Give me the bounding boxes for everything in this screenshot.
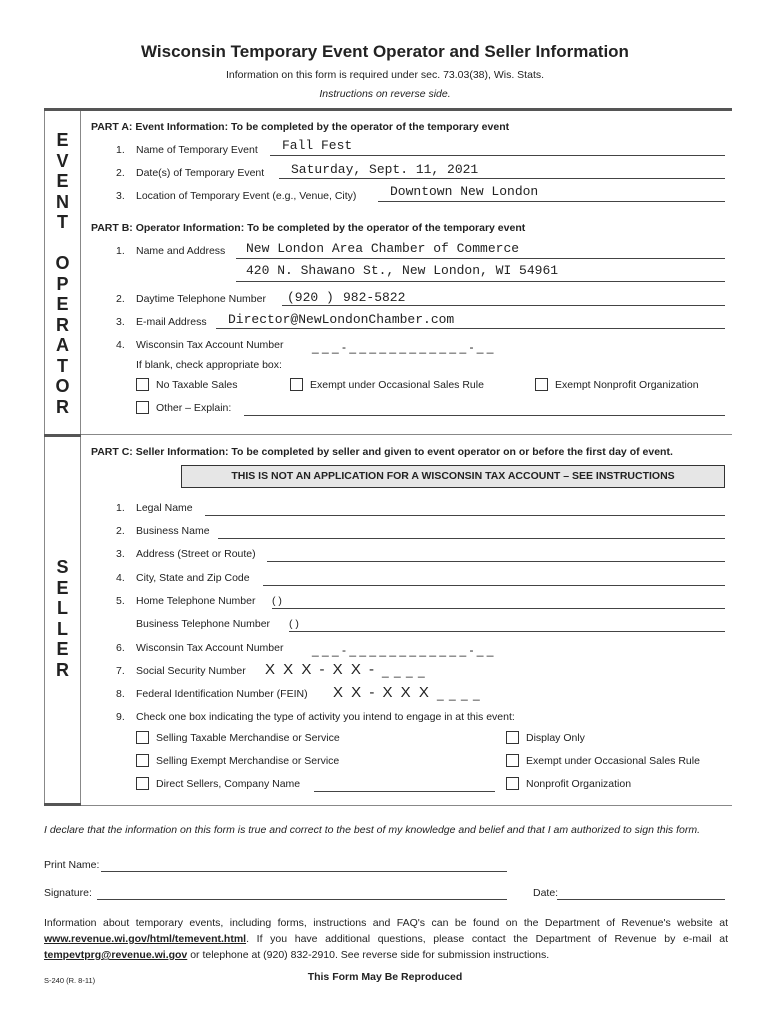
event-date-label: Date(s) of Temporary Event [136,167,265,179]
city-state-zip-line[interactable] [263,585,725,586]
business-name-label: Business Name [136,525,210,537]
signature-line[interactable] [97,899,507,900]
street-address-label: Address (Street or Route) [136,548,256,560]
home-phone-label: Home Telephone Number [136,595,256,607]
activity-label: Check one box indicating the type of activity you intend to engage in at this event: [136,711,515,723]
part-b-num-2: 2. [116,293,125,305]
email-value[interactable]: Director@NewLondonChamber.com [228,312,455,327]
reproduce-note: This Form May Be Reproduced [307,971,463,983]
seller-exempt-occasional-checkbox[interactable] [506,754,519,767]
fein-mask: X X - X X X [333,684,431,701]
operator-tax-label: Wisconsin Tax Account Number [136,339,284,351]
email-label: E-mail Address [136,316,207,328]
part-c-num-8: 8. [116,688,125,700]
business-phone-label: Business Telephone Number [136,618,271,630]
home-phone-paren: ( ) [272,595,282,607]
legal-name-label: Legal Name [136,502,193,514]
operator-name-value[interactable]: New London Area Chamber of Commerce [246,241,520,256]
direct-sellers-checkbox[interactable] [136,777,149,790]
display-only-label: Display Only [526,732,585,744]
business-name-line[interactable] [218,538,725,539]
ssn-mask: X X X - X X - [265,661,377,678]
operator-name-label: Name and Address [136,245,226,257]
print-name-line[interactable] [101,871,507,872]
part-c-num-4: 4. [116,572,125,584]
operator-address-line [236,281,725,282]
operator-address-value[interactable]: 420 N. Shawano St., New London, WI 54961 [246,263,559,278]
nonprofit-checkbox[interactable] [506,777,519,790]
footer-info-end: or telephone at (920) 832-2910. See reverse side for submission instructions. [187,949,550,961]
email-link[interactable]: tempevtprg@revenue.wi.gov [44,949,188,961]
part-c-num-5: 5. [116,595,125,607]
part-c-num-9: 9. [116,711,125,723]
nonprofit-label: Nonprofit Organization [526,778,632,790]
seller-tax-mask[interactable]: _ _ _ - _ _ _ _ _ _ _ _ _ _ _ _ - _ _ [312,643,494,657]
footer-info-pre: Information about temporary events, including forms, instructions and FAQ's can be found on the Department of Revenue's website at [44,917,728,929]
seller-tax-label: Wisconsin Tax Account Number [136,642,284,654]
selling-exempt-label: Selling Exempt Merchandise or Service [156,755,340,767]
part-c-num-1: 1. [116,502,125,514]
page-title: Wisconsin Temporary Event Operator and Seller Information [141,42,629,61]
phone-area-code[interactable]: (920 ) [287,290,334,305]
exempt-nonprofit-label: Exempt Nonprofit Organization [555,379,699,391]
website-link[interactable]: www.revenue.wi.gov/html/temevent.html [44,933,247,945]
part-b-num-4: 4. [116,339,125,351]
phone-value[interactable]: 982-5822 [343,290,406,305]
date-label: Date: [533,887,559,899]
business-phone-line[interactable] [289,631,725,632]
blank-note: If blank, check appropriate box: [136,359,282,371]
part-b-num-1: 1. [116,245,125,257]
other-explain-checkbox[interactable] [136,401,149,414]
no-taxable-sales-label: No Taxable Sales [156,379,238,391]
other-explain-label: Other – Explain: [156,402,232,414]
part-c-num-2: 2. [116,525,125,537]
exempt-nonprofit-checkbox[interactable] [535,378,548,391]
sidebar-bottom [44,803,81,806]
part-c-heading: PART C: Seller Information: To be completed by seller and given to event operator on or before the first day of event. [91,446,673,458]
event-name-value[interactable]: Fall Fest [282,138,353,153]
footer-info [44,915,728,963]
no-taxable-sales-checkbox[interactable] [136,378,149,391]
seller-vertical-label: S E L L E R [56,557,69,680]
form-number: S-240 (R. 8-11) [44,976,96,985]
event-name-line [270,155,725,156]
not-application-banner: THIS IS NOT AN APPLICATION FOR A WISCONSIN TAX ACCOUNT – SEE INSTRUCTIONS [181,465,725,488]
signature-label: Signature: [44,887,92,899]
ssn-blanks[interactable]: _ _ _ _ [382,664,426,678]
form-bottom-rule [81,805,732,806]
street-address-line[interactable] [267,561,725,562]
print-name-label: Print Name: [44,859,100,871]
ssn-label: Social Security Number [136,665,246,677]
part-a-heading: PART A: Event Information: To be completed by the operator of the temporary event [91,121,510,133]
direct-sellers-label: Direct Sellers, Company Name [156,778,301,790]
part-a-num-1: 1. [116,144,125,156]
event-location-label: Location of Temporary Event (e.g., Venue, City) [136,190,357,202]
part-c-num-6: 6. [116,642,125,654]
event-operator-vertical-label: E V E N T O P E R A T O R [55,130,70,417]
selling-exempt-checkbox[interactable] [136,754,149,767]
event-name-label: Name of Temporary Event [136,144,258,156]
home-phone-line[interactable] [272,608,725,609]
fein-label: Federal Identification Number (FEIN) [136,688,308,700]
seller-exempt-occasional-label: Exempt under Occasional Sales Rule [526,755,700,767]
business-phone-paren: ( ) [289,618,299,630]
event-date-value[interactable]: Saturday, Sept. 11, 2021 [291,162,479,177]
event-date-line [279,178,725,179]
part-divider [81,434,732,435]
event-location-value[interactable]: Downtown New London [390,184,539,199]
instructions-note: Instructions on reverse side. [319,88,451,100]
footer-info-mid: . If you have additional questions, please contact the Department of Revenue by e-mail at [246,933,728,945]
email-line [216,328,725,329]
legal-name-line[interactable] [205,515,725,516]
part-b-heading: PART B: Operator Information: To be completed by the operator of the temporary event [91,222,526,234]
phone-line [282,305,725,306]
selling-taxable-label: Selling Taxable Merchandise or Service [156,732,340,744]
display-only-checkbox[interactable] [506,731,519,744]
fein-blanks[interactable]: _ _ _ _ [437,687,481,701]
statute-note: Information on this form is required under sec. 73.03(38), Wis. Stats. [225,69,545,81]
event-location-line [378,201,725,202]
selling-taxable-checkbox[interactable] [136,731,149,744]
phone-label: Daytime Telephone Number [136,293,266,305]
operator-name-line [236,258,725,259]
part-c-num-7: 7. [116,665,125,677]
part-a-num-2: 2. [116,167,125,179]
sidebar-divider [44,434,81,437]
city-state-zip-label: City, State and Zip Code [136,572,250,584]
part-c-num-3: 3. [116,548,125,560]
part-b-num-3: 3. [116,316,125,328]
operator-tax-mask[interactable]: _ _ _ - _ _ _ _ _ _ _ _ _ _ _ _ - _ _ [312,340,494,354]
exempt-occasional-checkbox[interactable] [290,378,303,391]
part-a-num-3: 3. [116,190,125,202]
company-name-line[interactable] [314,791,495,792]
exempt-occasional-label: Exempt under Occasional Sales Rule [310,379,484,391]
declaration-text: I declare that the information on this form is true and correct to the best of my knowledge and belief and that I am authorized to sign this form. [44,824,701,836]
other-explain-line[interactable] [244,415,725,416]
date-line[interactable] [557,899,725,900]
